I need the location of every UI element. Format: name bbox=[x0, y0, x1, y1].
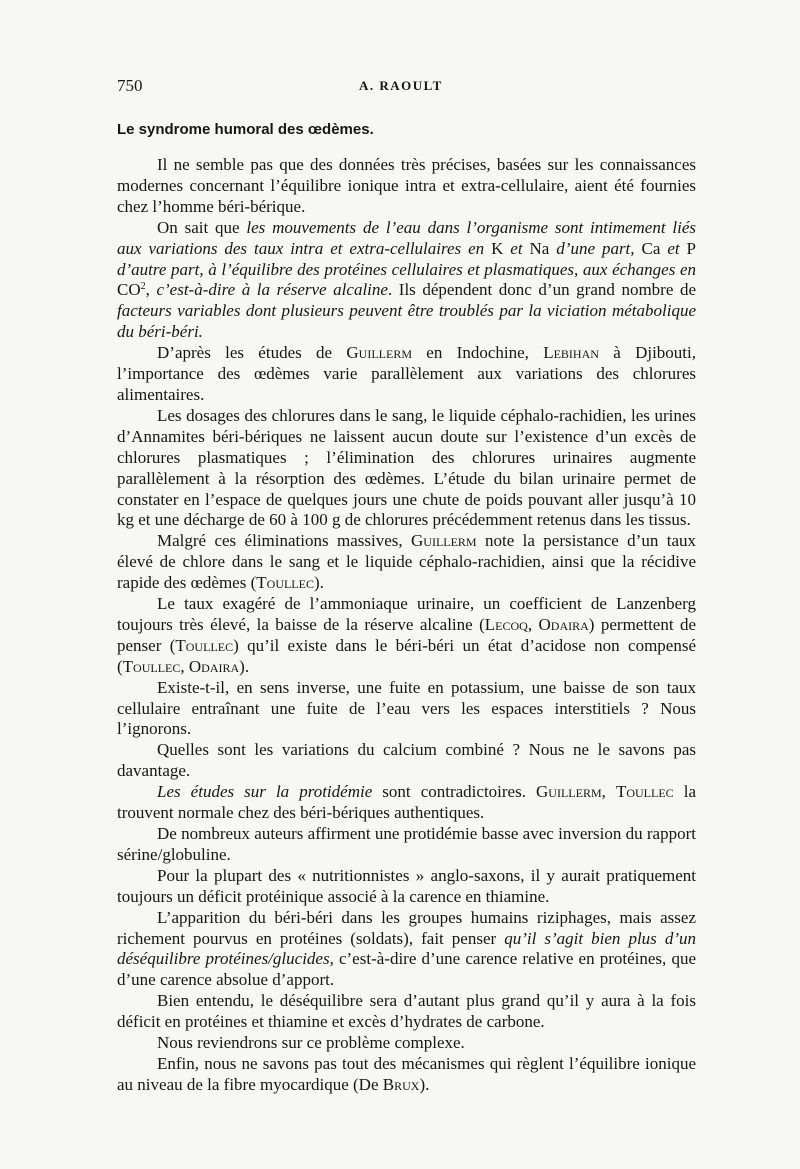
paragraph-8: Quelles sont les variations du calcium combiné ? Nous ne le savons pas davantage. bbox=[117, 740, 696, 781]
page-header bbox=[117, 76, 682, 100]
paragraph-15: Enfin, nous ne savons pas tout des mécanismes qui règlent l’équilibre ionique au niveau de la fibre myocardique (De Brux). bbox=[117, 1053, 696, 1094]
paragraph-14: Nous reviendrons sur ce problème complexe. bbox=[157, 1033, 465, 1053]
section-title: Le syndrome humoral des œdèmes. bbox=[117, 121, 374, 138]
paragraph-13: Bien entendu, le déséquilibre sera d’autant plus grand qu’il y aura à la fois déficit en protéines et thiamine et excès d’hydrates de carbone. bbox=[117, 991, 696, 1032]
page-number: 750 bbox=[117, 76, 143, 95]
paragraph-5: Malgré ces éliminations massives, Guillerm note la persistance d’un taux élevé de chlore dans le sang et le liquide céphalo-rachidien, ainsi que la récidive rapide des œdèmes (Toullec). bbox=[117, 531, 696, 593]
paragraph-6: Le taux exagéré de l’ammoniaque urinaire, un coefficient de Lanzenberg toujours très élevé, la baisse de la réserve alcaline (Lecoq, Odaira) permettent de penser (Toullec) qu’il existe dans le béri-béri un état d’acidose non compensé (Toullec, Odaira). bbox=[117, 594, 697, 676]
paragraph-10: De nombreux auteurs affirment une protidémie basse avec inversion du rapport sérine/globuline. bbox=[117, 824, 696, 864]
body-text bbox=[117, 155, 696, 1096]
paragraph-11: Pour la plupart des « nutritionnistes » anglo-saxons, il y aurait pratiquement toujours un déficit protéinique associé à la carence en thiamine. bbox=[117, 865, 696, 906]
paragraph-7: Existe-t-il, en sens inverse, une fuite en potassium, une baisse de son taux cellulaire entraînant une fuite de l’eau vers les espaces interstitiels ? Nous l’ignorons. bbox=[117, 677, 696, 739]
paragraph-2: On sait que les mouvements de l’eau dans l’organisme sont intimement liés aux variations des taux intra et extra-cellulaires en K et Na d’une part, Ca et P d’autre part, à l’équilibre des protéines cellulaires et plasmatiques, aux échanges en $CO^2$, c’est-à-dire à la réserve alcaline. Ils dépendent donc d’un grand nombre de facteurs variables dont plusieurs peuvent être troublés par la viciation métabolique du béri-béri. bbox=[117, 217, 697, 342]
paragraph-12: L’apparition du béri-béri dans les groupes humains riziphages, mais assez richement pourvus en protéines (soldats), fait penser qu’il s’agit bien plus d’un déséquilibre protéines/glucides, c’est-à-dire d’une carence relative en protéines, que d’une carence absolue d’apport. bbox=[117, 907, 696, 990]
running-head: A. RAOULT bbox=[359, 78, 443, 93]
paragraph-4: Les dosages des chlorures dans le sang, le liquide céphalo-rachidien, les urines d’Annamites béri-bériques ne laissent aucun doute sur l’existence d’un excès de chlorures plasmatiques ; l’élimination des chlorures urinaires augmente parallèlement à la résorption des œdèmes. L’étude du bilan urinaire permet de constater en l’espace de quelques jours une chute de poids pouvant aller jusqu’à 10 kg et une décharge de 60 à 100 g de chlorures précédemment retenus dans les tissus. bbox=[117, 405, 696, 530]
paragraph-1: Il ne semble pas que des données très précises, basées sur les connaissances modernes concernant l’équilibre ionique intra et extra-cellulaire, aient été fournies chez l’homme béri-bérique. bbox=[117, 155, 696, 216]
paragraph-9: Les études sur la protidémie sont contradictoires. Guillerm, Toullec la trouvent normale chez des béri-bériques authentiques. bbox=[117, 782, 696, 823]
paragraph-3: D’après les études de Guillerm en Indochine, Lebihan à Djibouti, l’importance des œdèmes varie parallèlement aux variations des chlorures alimentaires. bbox=[117, 343, 696, 404]
